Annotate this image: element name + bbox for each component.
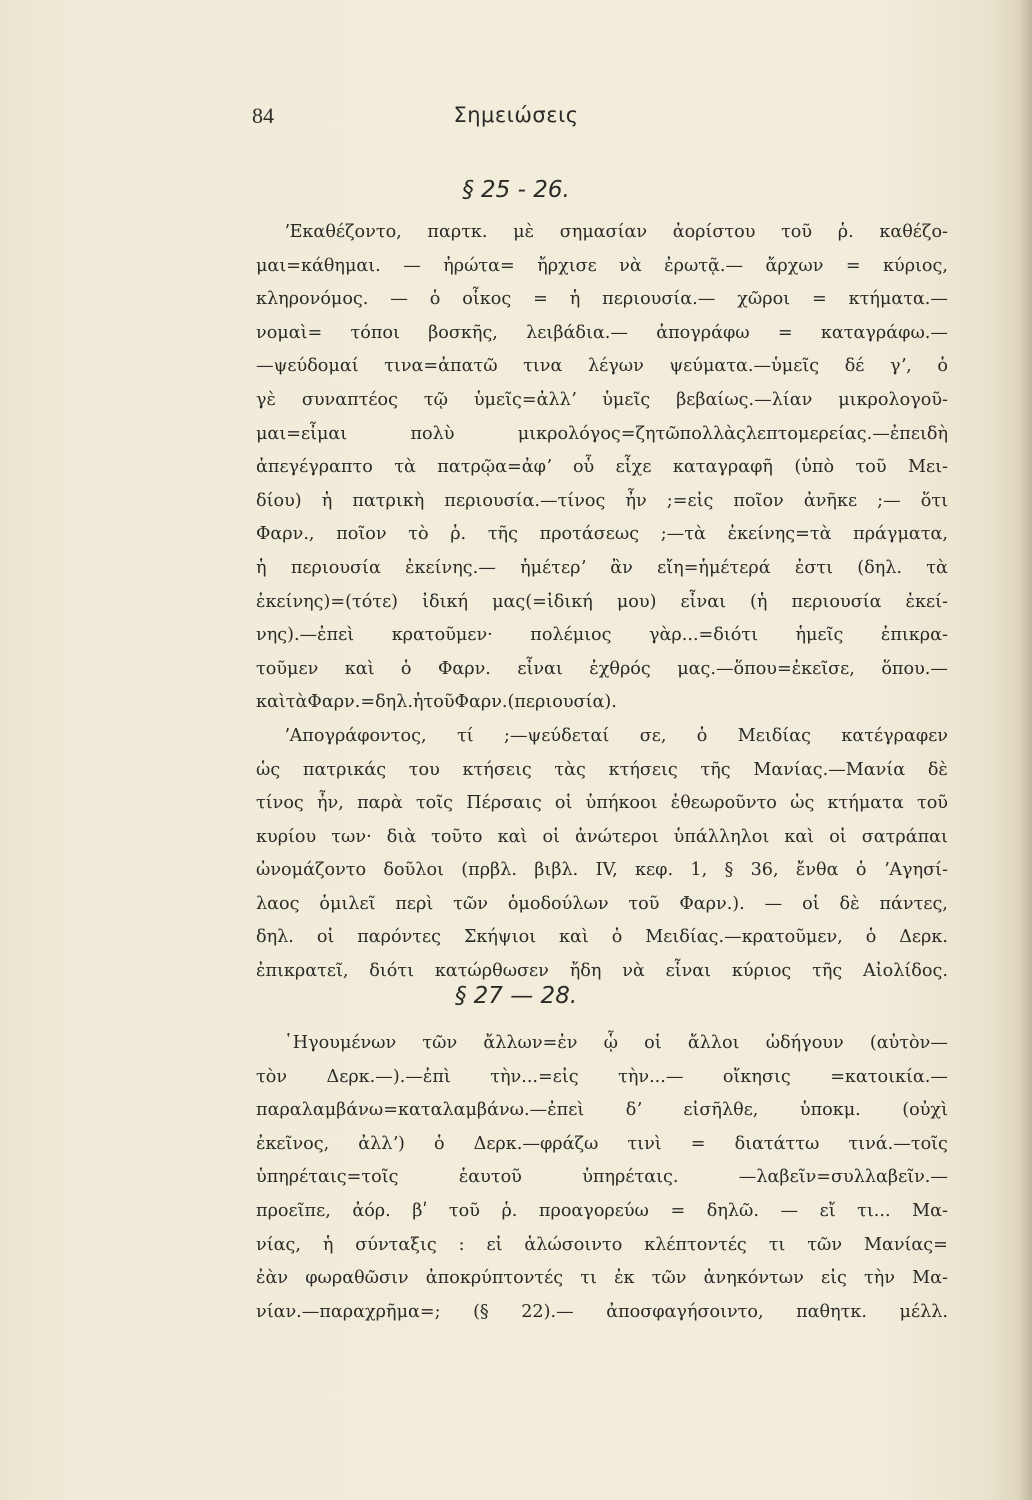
text-line: Φαρν., ποῖον τὸ ῥ. τῆς προτάσεως ;—τὰ ἐκείνης=τὰ πράγματα,	[256, 524, 948, 545]
text-line: παραλαμβάνω=καταλαμβάνω.—ἐπεὶ δʼ εἰσῆλθε, ὑποκμ. (οὐχὶ	[256, 1100, 948, 1121]
text-line: γὲ συναπτέος τῷ ὑμεῖς=ἀλλʼ ὑμεῖς βεβαίως.—λίαν μικρολογοῦ-	[256, 389, 948, 410]
page-number: 84	[252, 103, 274, 128]
text-line: ʼΑπογράφοντος, τί ;—ψεύδεταί σε, ὁ Μειδίας κατέγραφεν	[284, 725, 948, 746]
text-line: ῾Ηγουμένων τῶν ἄλλων=ἐν ᾧ οἱ ἄλλοι ὡδήγουν (αὐτὸν—	[284, 1033, 948, 1053]
text-line: τὸν Δερκ.—).—ἐπὶ τὴν...=εἰς τὴν...— οἴκησις =κατοικία.—	[256, 1066, 948, 1087]
text-line: δίου) ἡ πατρικὴ περιουσία.—τίνος ἦν ;=εἰς ποῖον ἀνῆκε ;— ὅτι	[256, 490, 948, 511]
text-line: νης).—ἐπεὶ κρατοῦμεν· πολέμιος γὰρ...=διότι ἡμεῖς ἐπικρα-	[256, 625, 948, 646]
text-line: νομαὶ= τόποι βοσκῆς, λειβάδια.— ἀπογράφω = καταγράφω.—	[256, 322, 948, 343]
page-edge-shadow	[1018, 0, 1032, 1500]
text-line: μαι=εἶμαι πολὺ μικρολόγος=ζητῶπολλὰςλεπτομερείας.—ἐπειδὴ	[256, 423, 948, 444]
text-line: τίνος ἦν, παρὰ τοῖς Πέρσαις οἱ ὑπήκοοι ἐθεωροῦντο ὡς κτήματα τοῦ	[256, 793, 948, 814]
text-line: —ψεύδομαί τινα=ἀπατῶ τινα λέγων ψεύματα.—ὑμεῖς δέ γʼ, ὁ	[256, 356, 948, 377]
text-line: ἀπεγέγραπτο τὰ πατρῷα=ἀφʼ οὗ εἶχε καταγραφῆ (ὑπὸ τοῦ Μει-	[256, 457, 948, 478]
text-line: ὑπηρέταις=τοῖς ἑαυτοῦ ὑπηρέταις. —λαβεῖν=συλλαβεῖν.—	[256, 1167, 948, 1188]
text-line: ἐπικρατεῖ, διότι κατώρθωσεν ἤδη νὰ εἶναι κύριος τῆς Αἰολίδος.	[256, 961, 948, 982]
text-line: ὡς πατρικάς του κτήσεις τὰς κτήσεις τῆς Μανίας.—Μανία δὲ	[256, 759, 948, 780]
section-body-25-26	[256, 216, 948, 989]
text-line: λαος ὁμιλεῖ περὶ τῶν ὁμοδούλων τοῦ Φαρν.). — οἱ δὲ πάντες,	[256, 893, 948, 914]
text-line: τοῦμεν καὶ ὁ Φαρν. εἶναι ἐχθρός μας.—ὅπου=ἐκεῖσε, ὅπου.—	[256, 658, 948, 679]
text-line: ἐὰν φωραθῶσιν ἀποκρύπτοντές τι ἐκ τῶν ἀνηκόντων εἰς τὴν Μα-	[256, 1268, 948, 1289]
text-line: ἡ περιουσία ἐκείνης.— ἡμέτερʼ ἂν εἴη=ἡμέτερά ἐστι (δηλ. τὰ	[256, 557, 948, 578]
text-line: νίας, ἡ σύνταξις : εἰ ἁλώσοιντο κλέπτοντές τι τῶν Μανίας=	[256, 1234, 948, 1255]
text-line: νίαν.—παραχρῆμα=; (§ 22).— ἀποσφαγήσοιντο, παθητκ. μέλλ.	[256, 1301, 948, 1322]
text-line: ἐκείνης)=(τότε) ἰδική μας(=ἰδική μου) εἶναι (ἡ περιουσία ἐκεί-	[256, 591, 948, 612]
text-line: καὶ τὰ Φαρν.=δηλ. ἡ τοῦ Φαρν. (περιουσία).	[256, 692, 617, 713]
text-line: ἐκεῖνος, ἀλλʼ) ὁ Δερκ.—φράζω τινὶ = διατάττω τινά.—τοῖς	[256, 1133, 948, 1154]
section-body-27-28	[256, 1027, 948, 1329]
text-line: ʼΕκαθέζοντο, παρτκ. μὲ σημασίαν ἀορίστου τοῦ ῥ. καθέζο-	[284, 222, 948, 242]
section-heading-25-26: § 25 - 26.	[462, 177, 570, 203]
text-line: προεῖπε, ἀόρ. βʹ τοῦ ῥ. προαγορεύω = δηλῶ. — εἴ τι... Μα-	[256, 1200, 948, 1221]
text-line: μαι=κάθημαι. — ἠρώτα= ἤρχισε νὰ ἐρωτᾷ.— ἄρχων = κύριος,	[256, 255, 948, 276]
running-title: Σημειώσεις	[453, 103, 579, 127]
section-heading-27-28: § 27 — 28.	[454, 983, 578, 1009]
text-line: κληρονόμος. — ὁ οἶκος = ἡ περιουσία.— χῶροι = κτήματα.—	[256, 289, 948, 310]
text-line: κυρίου των· διὰ τοῦτο καὶ οἱ ἀνώτεροι ὑπάλληλοι καὶ οἱ σατράπαι	[256, 826, 948, 847]
text-line: δηλ. οἱ παρόντες Σκήψιοι καὶ ὁ Μειδίας.—κρατοῦμεν, ὁ Δερκ.	[256, 927, 948, 948]
text-line: ὠνομάζοντο δοῦλοι (πρβλ. βιβλ. IV, κεφ. 1, § 36, ἔνθα ὁ ʼΑγησί-	[256, 860, 948, 881]
